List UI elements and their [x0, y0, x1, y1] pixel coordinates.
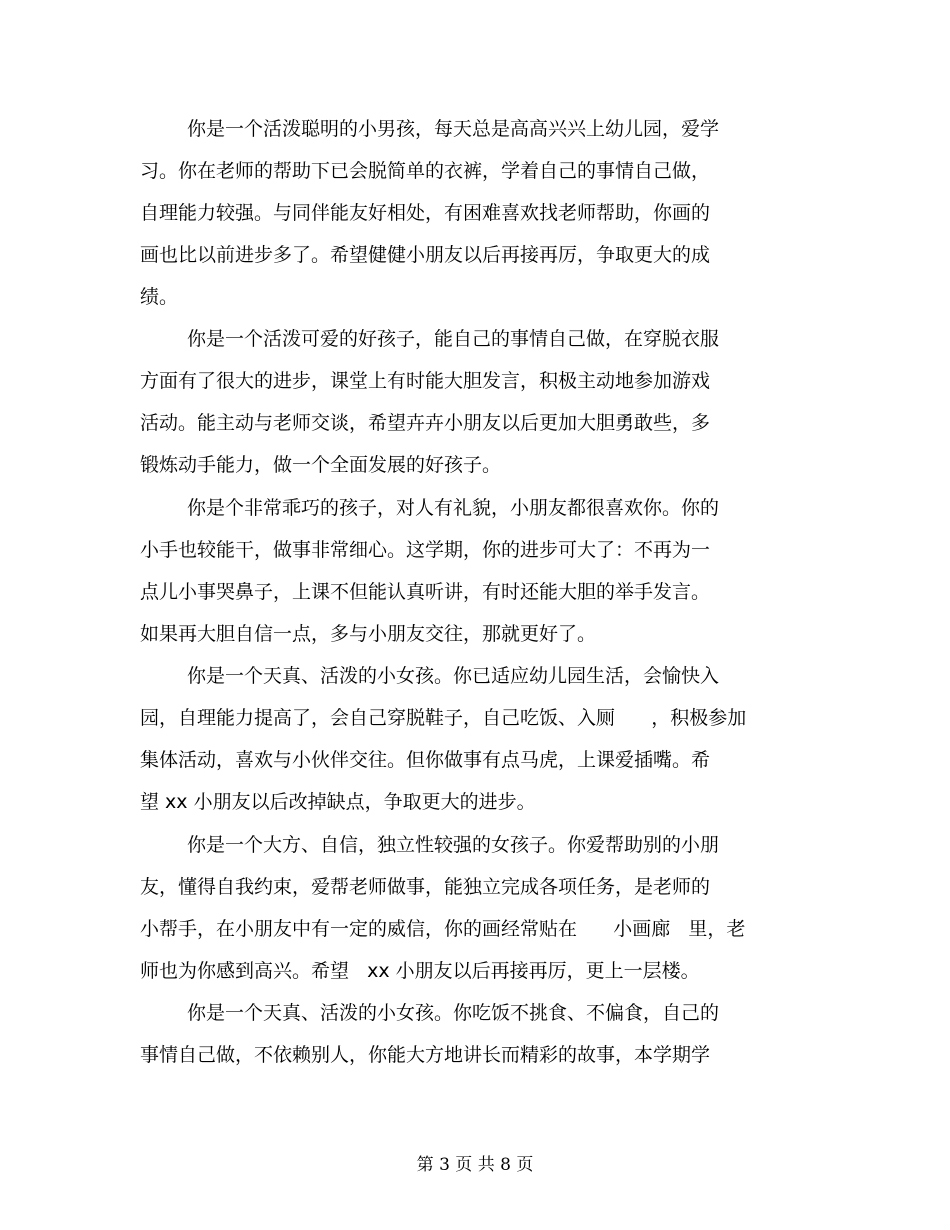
paragraph-2-line-3: 活动。能主动与老师交谈，希望卉卉小朋友以后更加大胆勇敢些，多: [140, 412, 711, 434]
paragraph-1-line-5: 绩。: [140, 286, 179, 308]
paragraph-5-line-4: 师也为你感到高兴。希望 xx 小朋友以后再接再厉，更上一层楼。: [140, 960, 700, 982]
paragraph-3-line-3: 点儿小事哭鼻子，上课不但能认真听讲，有时还能大胆的举手发言。: [140, 581, 711, 603]
paragraph-3-line-4: 如果再大胆自信一点，多与小朋友交往，那就更好了。: [140, 623, 597, 645]
page-number-footer: 第 3 页 共 8 页: [416, 1155, 534, 1175]
paragraph-5-line-2: 友，懂得自我约束，爱帮老师做事，能独立完成各项任务，是老师的: [140, 876, 711, 898]
paragraph-5-line-1: 你是一个大方、自信，独立性较强的女孩子。你爱帮助别的小朋: [187, 834, 720, 856]
paragraph-6-line-1: 你是一个天真、活泼的小女孩。你吃饭不挑食、不偏食，自己的: [187, 1002, 720, 1024]
paragraph-1-line-2: 习。你在老师的帮助下已会脱简单的衣裤，学着自己的事情自己做，: [140, 160, 711, 182]
paragraph-1-line-3: 自理能力较强。与同伴能友好相处，有困难喜欢找老师帮助，你画的: [140, 202, 711, 224]
paragraph-4-line-2: 园，自理能力提高了，会自己穿脱鞋子，自己吃饭、入厕 ，积极参加: [140, 707, 747, 729]
paragraph-3-line-1: 你是个非常乖巧的孩子，对人有礼貌，小朋友都很喜欢你。你的: [187, 497, 720, 519]
paragraph-3-line-2: 小手也较能干，做事非常细心。这学期，你的进步可大了：不再为一: [140, 539, 711, 561]
paragraph-4-line-3: 集体活动，喜欢与小伙伴交往。但你做事有点马虎，上课爱插嘴。希: [140, 749, 711, 771]
paragraph-6-line-2: 事情自己做，不依赖别人，你能大方地讲长而精彩的故事，本学期学: [140, 1044, 711, 1066]
paragraph-2-line-1: 你是一个活泼可爱的好孩子，能自己的事情自己做，在穿脱衣服: [187, 328, 720, 350]
paragraph-4-line-4: 望 xx 小朋友以后改掉缺点，争取更大的进步。: [140, 791, 536, 813]
paragraph-2-line-2: 方面有了很大的进步，课堂上有时能大胆发言，积极主动地参加游戏: [140, 370, 711, 392]
paragraph-2-line-4: 锻炼动手能力，做一个全面发展的好孩子。: [140, 454, 502, 476]
paragraph-1-line-4: 画也比以前进步多了。希望健健小朋友以后再接再厉，争取更大的成: [140, 244, 711, 266]
paragraph-5-line-3: 小帮手，在小朋友中有一定的威信，你的画经常贴在 小画廊 里，老: [140, 918, 746, 940]
paragraph-1-line-1: 你是一个活泼聪明的小男孩，每天总是高高兴兴上幼儿园，爱学: [187, 118, 720, 140]
paragraph-4-line-1: 你是一个天真、活泼的小女孩。你已适应幼儿园生活，会愉快入: [187, 665, 720, 687]
